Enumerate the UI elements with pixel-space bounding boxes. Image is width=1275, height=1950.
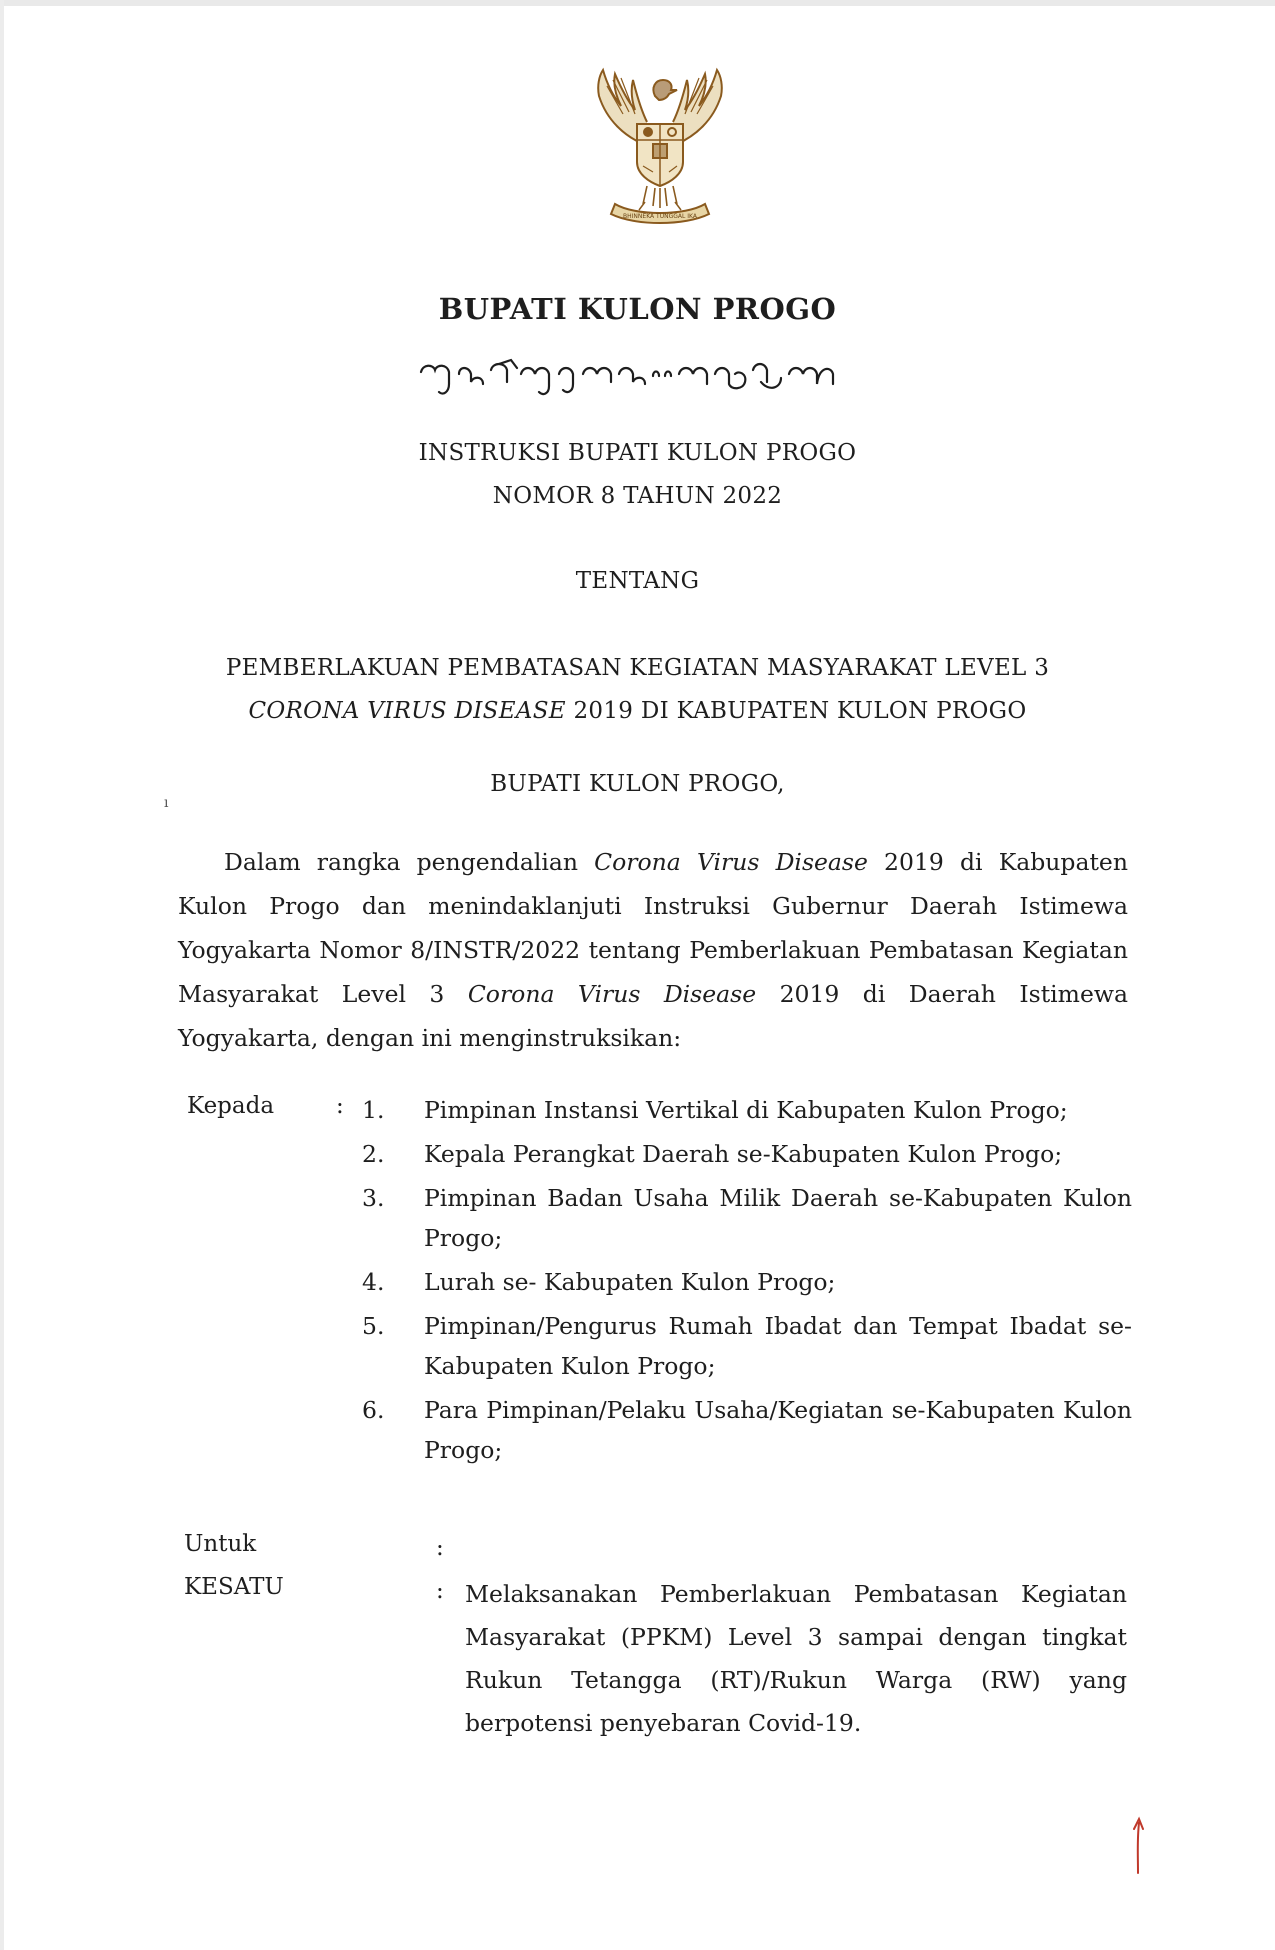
preamble-text-2: 2019 di Kabupaten Kulon Progo dan menindaklanjuti Instruksi Gubernur Daerah Istimewa Yogyakarta Nomor 8/INSTR/2022 tentang Pemberlakuan Pembatasan Kegiatan Masyarakat Level 3	[178, 848, 1128, 1008]
list-item	[362, 1178, 1132, 1258]
svg-text:BHINNEKA TUNGGAL IKA: BHINNEKA TUNGGAL IKA	[623, 213, 697, 220]
kesatu-colon: :	[436, 1578, 444, 1604]
list-number: 4.	[362, 1268, 385, 1296]
subject-rest: 2019 DI KABUPATEN KULON PROGO	[573, 698, 1027, 724]
preamble-text-3: 2019 di Daerah Istimewa Yogyakarta, dengan ini menginstruksikan:	[178, 980, 1128, 1052]
preamble-italic-1: Corona Virus Disease	[594, 848, 868, 876]
list-number: 5.	[362, 1312, 385, 1340]
list-number: 6.	[362, 1396, 385, 1424]
untuk-colon: :	[436, 1535, 444, 1561]
list-text: Kepala Perangkat Daerah se-Kabupaten Kulon Progo;	[424, 1140, 1063, 1168]
javanese-script-heading	[413, 352, 863, 402]
list-number: 1.	[362, 1096, 385, 1124]
list-text: Pimpinan Instansi Vertikal di Kabupaten Kulon Progo;	[424, 1096, 1068, 1124]
kesatu-text: Melaksanakan Pemberlakuan Pembatasan Kegiatan Masyarakat (PPKM) Level 3 sampai dengan tingkat Rukun Tetangga (RT)/Rukun Warga (RW) yang berpotensi penyebaran Covid-19.	[465, 1580, 1127, 1737]
list-text: Lurah se- Kabupaten Kulon Progo;	[424, 1268, 836, 1296]
subject-italic: CORONA VIRUS DISEASE	[248, 698, 566, 724]
pen-mark-icon	[1128, 1815, 1148, 1875]
list-item	[362, 1134, 1132, 1174]
document-number: NOMOR 8 TAHUN 2022	[492, 483, 783, 509]
subject-line-2	[0, 698, 1275, 724]
kepada-colon: :	[336, 1093, 344, 1119]
list-number: 2.	[362, 1140, 385, 1168]
issuer: BUPATI KULON PROGO,	[490, 771, 785, 797]
preamble-text-1: Dalam rangka pengendalian	[224, 848, 579, 876]
list-number: 3.	[362, 1184, 385, 1212]
list-item	[362, 1262, 1132, 1302]
preamble-paragraph	[178, 840, 1128, 1060]
kepada-label: Kepada	[187, 1093, 275, 1119]
scan-speck: ı	[164, 795, 169, 811]
preamble-italic-2: Corona Virus Disease	[467, 980, 757, 1008]
untuk-label: Untuk	[184, 1531, 257, 1557]
list-text: Pimpinan/Pengurus Rumah Ibadat dan Tempat Ibadat se-Kabupaten Kulon Progo;	[424, 1312, 1132, 1380]
document-about: TENTANG	[575, 568, 700, 594]
scan-edge-top	[0, 0, 1275, 6]
garuda-emblem-icon	[585, 66, 735, 226]
kesatu-label: KESATU	[184, 1574, 284, 1600]
list-text: Pimpinan Badan Usaha Milik Daerah se-Kabupaten Kulon Progo;	[424, 1184, 1132, 1252]
document-type: INSTRUKSI BUPATI KULON PROGO	[418, 440, 857, 466]
list-item	[362, 1090, 1132, 1130]
list-text: Para Pimpinan/Pelaku Usaha/Kegiatan se-Kabupaten Kulon Progo;	[424, 1396, 1132, 1464]
subject-line-1: PEMBERLAKUAN PEMBATASAN KEGIATAN MASYARAKAT LEVEL 3	[225, 655, 1050, 681]
list-item	[362, 1390, 1132, 1470]
list-item	[362, 1306, 1132, 1386]
recipient-list	[362, 1090, 1132, 1474]
page-title: BUPATI KULON PROGO	[438, 292, 837, 326]
